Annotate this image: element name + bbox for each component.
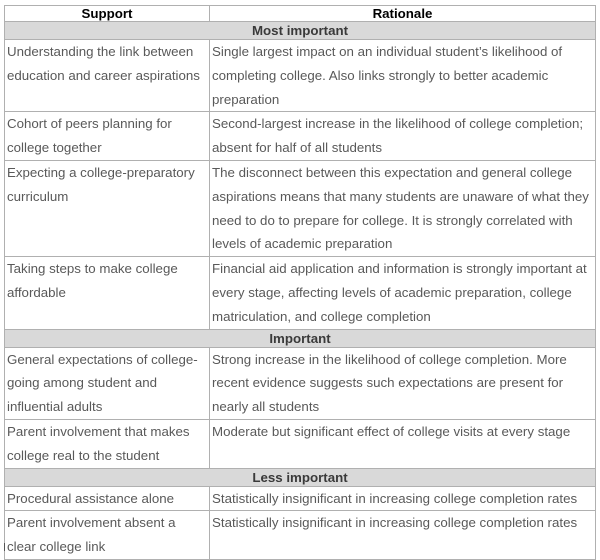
support-cell: General expectations of college-going among student and influential adults [5, 347, 210, 419]
support-cell: Expecting a college-preparatory curriculum [5, 160, 210, 256]
support-cell: Understanding the link between education and career aspirations [5, 40, 210, 112]
rationale-cell: Single largest impact on an individual student’s likelihood of completing college. Also links strongly to better academic preparation [210, 40, 596, 112]
table-row [5, 347, 596, 419]
rationale-cell: Financial aid application and information is strongly important at every stage, affecting levels of academic preparation, college matriculation, and college completion [210, 257, 596, 329]
section-title: Most important [5, 22, 596, 40]
rationale-cell: Second-largest increase in the likelihood of college completion; absent for half of all students [210, 112, 596, 161]
support-cell: Parent involvement that makes college real to the student [5, 419, 210, 468]
section-header-most-important [5, 22, 596, 40]
table-row [5, 419, 596, 468]
rationale-cell: Strong increase in the likelihood of college completion. More recent evidence suggests such expectations are present for nearly all students [210, 347, 596, 419]
header-row [5, 6, 596, 22]
table-row [5, 257, 596, 329]
rationale-cell: Statistically insignificant in increasing college completion rates [210, 486, 596, 511]
table-row [5, 511, 596, 560]
header-rationale: Rationale [210, 6, 596, 22]
header-support: Support [5, 6, 210, 22]
support-cell: Procedural assistance alone [5, 486, 210, 511]
table-row [5, 160, 596, 256]
table-corner-mark [4, 543, 5, 551]
support-cell: Parent involvement absent a clear college link [5, 511, 210, 560]
section-header-important [5, 329, 596, 347]
section-title: Important [5, 329, 596, 347]
support-cell: Cohort of peers planning for college together [5, 112, 210, 161]
table-row [5, 486, 596, 511]
rationale-cell: The disconnect between this expectation and general college aspirations means that many students are unaware of what they need to do to prepare for college. It is strongly correlated with levels of academic preparation [210, 160, 596, 256]
section-title: Less important [5, 468, 596, 486]
section-header-less-important [5, 468, 596, 486]
rationale-cell: Statistically insignificant in increasing college completion rates [210, 511, 596, 560]
table-row [5, 112, 596, 161]
table-row [5, 40, 596, 112]
rationale-cell: Moderate but significant effect of college visits at every stage [210, 419, 596, 468]
support-cell: Taking steps to make college affordable [5, 257, 210, 329]
support-rationale-table [4, 5, 596, 560]
